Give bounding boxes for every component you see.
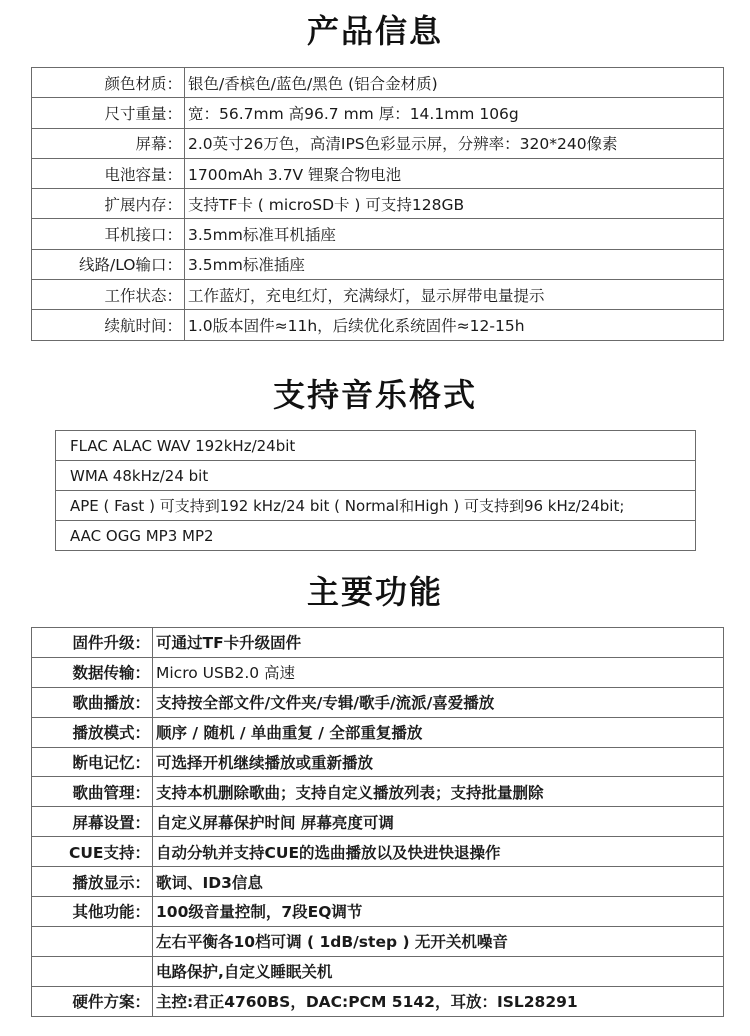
row-label: 歌曲播放： [32,687,153,717]
section-title-product-info: 产品信息 [306,12,443,50]
row-value: 歌词、ID3信息 [153,867,724,897]
row-label: 续航时间： [32,310,185,340]
table-row [32,986,724,1016]
row-label: 扩展内存： [32,189,185,219]
table-row [32,747,724,777]
row-value: 3.5mm标准耳机插座 [185,219,724,249]
table-row [32,628,724,658]
row-label [32,926,153,956]
format-row: WMA 48kHz/24 bit [56,461,696,491]
table-row [32,68,724,98]
row-label: 尺寸重量： [32,98,185,128]
row-label: 电池容量： [32,158,185,188]
table-row [32,657,724,687]
table-row [32,926,724,956]
table-row [56,521,696,551]
table-row [32,777,724,807]
row-value: 主控:君正4760BS，DAC:PCM 5142，耳放：ISL28291 [153,986,724,1016]
row-label: 屏幕： [32,128,185,158]
table-row [32,158,724,188]
row-label: 数据传输： [32,657,153,687]
row-value: 3.5mm标准插座 [185,249,724,279]
row-label: 工作状态： [32,280,185,310]
row-value: 1.0版本固件≈11h，后续优化系统固件≈12-15h [185,310,724,340]
row-value: 可通过TF卡升级固件 [153,628,724,658]
format-row: AAC OGG MP3 MP2 [56,521,696,551]
section-title-functions: 主要功能 [306,573,443,611]
row-label: 线路/LO输口： [32,249,185,279]
format-row: APE ( Fast ) 可支持到192 kHz/24 bit ( Normal和High ) 可支持到96 kHz/24bit; [56,491,696,521]
row-label: 其他功能： [32,897,153,927]
row-value: 支持TF卡 ( microSD卡 ) 可支持128GB [185,189,724,219]
table-row [32,189,724,219]
row-label: 硬件方案： [32,986,153,1016]
row-value: 自定义屏幕保护时间 屏幕亮度可调 [153,807,724,837]
row-label [32,956,153,986]
row-value: 顺序 / 随机 / 单曲重复 / 全部重复播放 [153,717,724,747]
row-value: 宽：56.7mm 高96.7 mm 厚：14.1mm 106g [185,98,724,128]
row-value: Micro USB2.0 高速 [153,657,724,687]
table-row [32,956,724,986]
table-row [56,461,696,491]
row-label: 断电记忆： [32,747,153,777]
row-value: 银色/香槟色/蓝色/黑色 (铝合金材质) [185,68,724,98]
row-label: 耳机接口： [32,219,185,249]
row-label: 播放模式： [32,717,153,747]
table-row [56,491,696,521]
table-row [56,431,696,461]
row-label: 歌曲管理： [32,777,153,807]
table-row [32,687,724,717]
table-row [32,717,724,747]
row-value: 2.0英寸26万色，高清IPS色彩显示屏，分辨率：320*240像素 [185,128,724,158]
row-value: 自动分轨并支持CUE的选曲播放以及快进快退操作 [153,837,724,867]
row-value: 100级音量控制，7段EQ调节 [153,897,724,927]
row-value: 支持按全部文件/文件夹/专辑/歌手/流派/喜爱播放 [153,687,724,717]
functions-table [31,627,724,1017]
table-row [32,128,724,158]
row-value: 电路保护,自定义睡眠关机 [153,956,724,986]
format-row: FLAC ALAC WAV 192kHz/24bit [56,431,696,461]
row-label: 颜色材质： [32,68,185,98]
row-value: 1700mAh 3.7V 锂聚合物电池 [185,158,724,188]
row-label: 播放显示： [32,867,153,897]
row-value: 支持本机删除歌曲；支持自定义播放列表；支持批量删除 [153,777,724,807]
table-row [32,310,724,340]
row-label: 固件升级： [32,628,153,658]
row-label: CUE支持： [32,837,153,867]
table-row [32,219,724,249]
table-row [32,867,724,897]
row-value: 工作蓝灯，充电红灯，充满绿灯，显示屏带电量提示 [185,280,724,310]
product-info-table [31,67,724,341]
row-value: 左右平衡各10档可调 ( 1dB/step ) 无开关机噪音 [153,926,724,956]
table-row [32,249,724,279]
table-row [32,897,724,927]
row-value: 可选择开机继续播放或重新播放 [153,747,724,777]
row-label: 屏幕设置： [32,807,153,837]
table-row [32,807,724,837]
table-row [32,98,724,128]
table-row [32,837,724,867]
section-title-formats: 支持音乐格式 [272,376,477,414]
formats-table [55,430,696,551]
table-row [32,280,724,310]
